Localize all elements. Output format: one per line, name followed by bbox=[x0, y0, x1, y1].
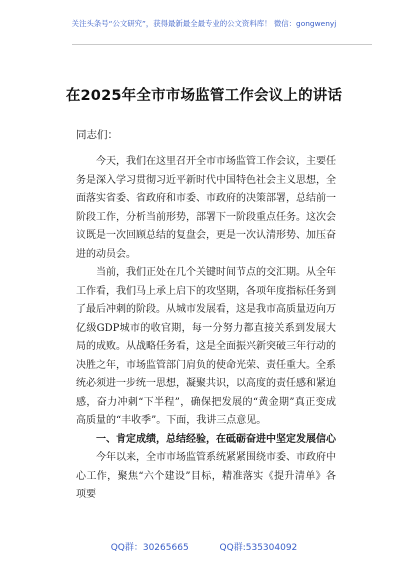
section-heading: 一、肯定成绩，总结经验，在砥砺奋进中坚定发展信心 bbox=[96, 433, 336, 445]
paragraph: 今天，我们在这里召开全市市场监管工作会议，主要任务是深入学习贯彻习近平新时代中国特色社会主义思想，全面落实省委、省政府和市委、市政府的决策部署，总结前一阶段工作，分析当前形势，部署下一阶段重点任务。这次会议既是一次回顾总结的复盘会，更是一次认清形势、加压奋进的动员会。 bbox=[76, 156, 336, 260]
footer-qq-group-2: QQ群:535304092 bbox=[219, 543, 298, 553]
header-divider bbox=[72, 44, 372, 45]
footer bbox=[0, 540, 408, 553]
footer-qq-group-1: QQ群：30265665 bbox=[110, 543, 189, 553]
promo-header: 关注头条号“公文研究”，获得最新最全最专业的公文资料库！ 微信：gongwenyj bbox=[71, 19, 337, 28]
paragraph: 当前，我们正处在几个关键时间节点的交汇期。从全年工作看，我们马上承上启下的攻坚期，各项年度指标任务到了最后冲刺的阶段。从城市发展看，这是我市高质量迈向万亿级GDP城市的收官期，每一分努力都直接关系到发展大局的成败。从战略任务看，这是全面振兴新突破三年行动的决胜之年，市场监管部门肩负的使命光荣、责任重大。全系统必须进一步统一思想，凝聚共识，以高度的责任感和紧迫感，奋力冲刺“下半程”，确保把发展的“黄金期”真正变成高质量的“丰收季”。下面，我讲三点意见。 bbox=[76, 267, 336, 426]
salutation: 同志们： bbox=[76, 129, 118, 141]
document-title: 在2025年全市市场监管工作会议上的讲话 bbox=[65, 88, 343, 104]
document-body bbox=[76, 153, 336, 505]
paragraph: 今年以来，全市市场监管系统紧紧围绕市委、市政府中心工作，聚焦“六个建设”目标，精准落实《提升清单》各项要 bbox=[76, 452, 336, 500]
